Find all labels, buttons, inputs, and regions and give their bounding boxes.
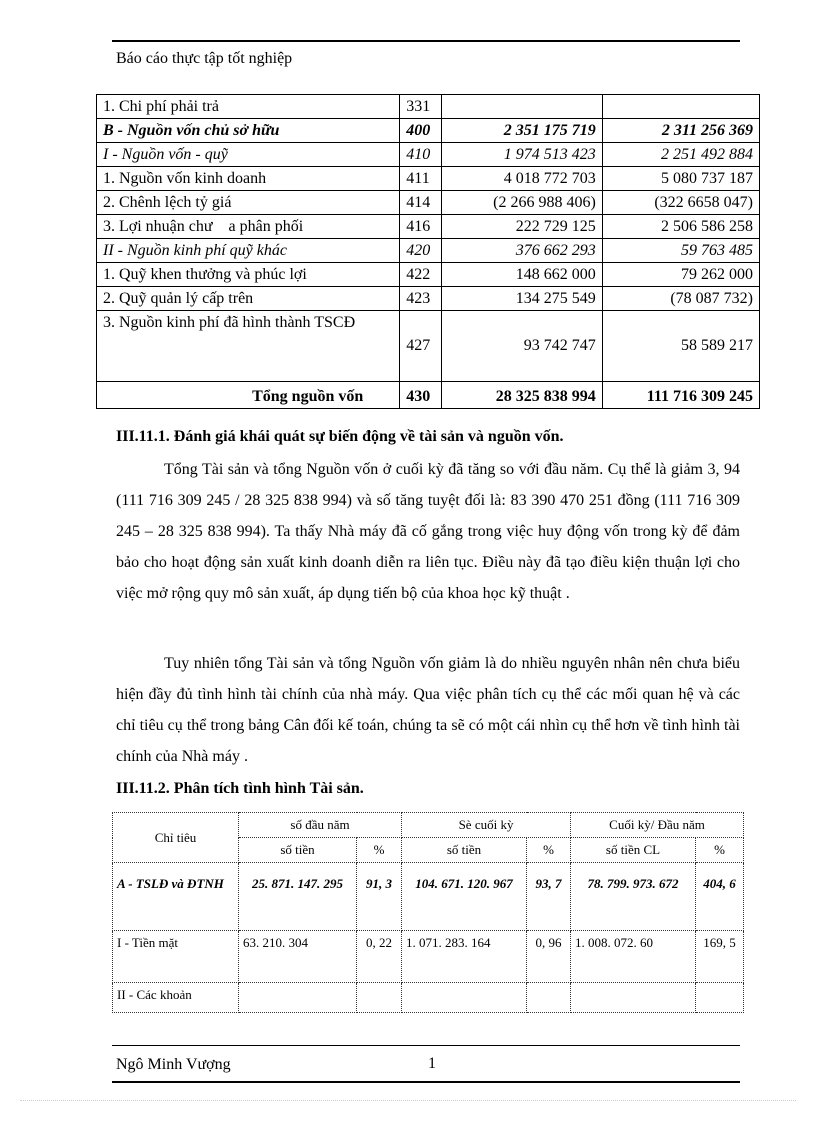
- row-end-pct: 93, 7: [527, 863, 571, 931]
- row-end-value: 58 589 217: [602, 311, 759, 382]
- header-ratio: Cuối kỳ/ Đầu năm: [571, 813, 744, 838]
- row-label: 2. Chênh lệch tỷ giá: [97, 191, 400, 215]
- row-end-amount: 104. 671. 120. 967: [402, 863, 527, 931]
- subheader-pct: %: [527, 838, 571, 863]
- row-start-amount: 63. 210. 304: [239, 931, 357, 983]
- row-end-value: 2 251 492 884: [602, 143, 759, 167]
- row-label: II - Các khoản: [113, 983, 239, 1013]
- row-label: II - Nguồn kinh phí quỹ khác: [97, 239, 400, 263]
- row-start-value: 148 662 000: [441, 263, 602, 287]
- table-row: [113, 863, 744, 931]
- table-row: [113, 983, 744, 1013]
- row-end-amount: 1. 071. 283. 164: [402, 931, 527, 983]
- table-row: [97, 143, 760, 167]
- table-row: [97, 119, 760, 143]
- row-diff-pct: 169, 5: [696, 931, 744, 983]
- row-diff-pct: 404, 6: [696, 863, 744, 931]
- section-heading: III.11.1. Đánh giá khái quát sự biến động về tài sản và nguồn vốn.: [116, 428, 564, 445]
- row-end-value: 2 311 256 369: [602, 119, 759, 143]
- row-start-pct: [357, 983, 402, 1013]
- section-heading: III.11.2. Phân tích tình hình Tài sản.: [116, 780, 364, 797]
- row-diff-pct: [696, 983, 744, 1013]
- subheader-pct: %: [357, 838, 402, 863]
- row-label: 1. Quỹ khen thưởng và phúc lợi: [97, 263, 400, 287]
- row-label: 3. Nguồn kinh phí đã hình thành TSCĐ: [97, 311, 400, 382]
- header-title: Báo cáo thực tập tốt nghiệp: [116, 50, 293, 67]
- row-start-value: (2 266 988 406): [441, 191, 602, 215]
- table-row: [97, 263, 760, 287]
- subheader-diff: số tiền CL: [571, 838, 696, 863]
- row-code: 331: [400, 95, 441, 119]
- row-code: 423: [400, 287, 441, 311]
- table-row: [97, 287, 760, 311]
- row-code: 430: [400, 382, 441, 409]
- subheader-amount: số tiền: [402, 838, 527, 863]
- row-label: 2. Quỹ quản lý cấp trên: [97, 287, 400, 311]
- header-rule: [112, 40, 740, 42]
- row-code: 427: [400, 311, 441, 382]
- row-code: 411: [400, 167, 441, 191]
- row-end-value: (78 087 732): [602, 287, 759, 311]
- subheader-pct: %: [696, 838, 744, 863]
- row-start-value: 134 275 549: [441, 287, 602, 311]
- row-diff-amount: 78. 799. 973. 672: [571, 863, 696, 931]
- capital-table: [96, 94, 760, 409]
- row-start-value: 222 729 125: [441, 215, 602, 239]
- row-start-value: 1 974 513 423: [441, 143, 602, 167]
- row-code: 422: [400, 263, 441, 287]
- row-code: 420: [400, 239, 441, 263]
- row-end-pct: [527, 983, 571, 1013]
- footer-author: Ngô Minh Vượng: [116, 1056, 231, 1073]
- row-code: 400: [400, 119, 441, 143]
- total-label: Tổng nguồn vốn: [252, 388, 364, 405]
- row-start-value: 4 018 772 703: [441, 167, 602, 191]
- row-label: [97, 382, 400, 409]
- table-row: [97, 191, 760, 215]
- row-label: A - TSLĐ và ĐTNH: [113, 863, 239, 931]
- row-label: 3. Lợi nhuận chư a phân phối: [97, 215, 400, 239]
- row-start-pct: 91, 3: [357, 863, 402, 931]
- page-edge-divider: [20, 1100, 796, 1101]
- row-end-value: [602, 95, 759, 119]
- row-start-value: 93 742 747: [441, 311, 602, 382]
- row-diff-amount: 1. 008. 072. 60: [571, 931, 696, 983]
- header-indicator: Chỉ tiêu: [113, 813, 239, 863]
- row-label: I - Tiền mặt: [113, 931, 239, 983]
- row-label: B - Nguồn vốn chủ sở hữu: [97, 119, 400, 143]
- row-end-amount: [402, 983, 527, 1013]
- table-header-row: [113, 813, 744, 838]
- row-end-value: 79 262 000: [602, 263, 759, 287]
- row-end-value: (322 6658 047): [602, 191, 759, 215]
- footer-rule-thin: [112, 1045, 740, 1046]
- row-code: 416: [400, 215, 441, 239]
- table-row: [97, 311, 760, 382]
- subheader-amount: số tiền: [239, 838, 357, 863]
- header-start: số đầu năm: [239, 813, 402, 838]
- header-end: Sè cuối kỳ: [402, 813, 571, 838]
- paragraph: [116, 648, 740, 772]
- row-label: 1. Chi phí phải trả: [97, 95, 400, 119]
- footer-rule: [112, 1081, 740, 1083]
- paragraph-text: Tuy nhiên tổng Tài sản và tổng Nguồn vốn giảm là do nhiều nguyên nhân nên chưa biểu hiện đầy đủ tình hình tài chính của nhà máy. Qua việc phân tích cụ thể các mối quan hệ và các chỉ tiêu cụ thể trong bảng Cân đối kế toán, chúng ta sẽ có một cái nhìn cụ thể hơn về tình hình tài chính của Nhà máy .: [116, 655, 740, 765]
- row-start-value: 2 351 175 719: [441, 119, 602, 143]
- paragraph: [116, 454, 740, 609]
- table-row: [97, 167, 760, 191]
- row-end-value: 111 716 309 245: [602, 382, 759, 409]
- row-label: I - Nguồn vốn - quỹ: [97, 143, 400, 167]
- row-start-value: 28 325 838 994: [441, 382, 602, 409]
- row-start-value: 376 662 293: [441, 239, 602, 263]
- row-code: 414: [400, 191, 441, 215]
- row-end-pct: 0, 96: [527, 931, 571, 983]
- table-row: [97, 239, 760, 263]
- paragraph-text: Tổng Tài sản và tổng Nguồn vốn ở cuối kỳ đã tăng so với đầu năm. Cụ thể là giảm 3, 94 (111 716 309 245 / 28 325 838 994) và số tăng tuyệt đối là: 83 390 470 251 đồng (111 716 309 245 – 28 325 838 994). Ta thấy Nhà máy đã cố gắng trong việc huy động vốn trong kỳ để đảm bảo cho hoạt động sản xuất kinh doanh diễn ra liên tục. Điều này đã tạo điều kiện thuận lợi cho việc mở rộng quy mô sản xuất, áp dụng tiến bộ của khoa học kỹ thuật .: [116, 461, 740, 602]
- row-start-value: [441, 95, 602, 119]
- row-label: 1. Nguồn vốn kinh doanh: [97, 167, 400, 191]
- table-row: [113, 931, 744, 983]
- asset-table: [112, 812, 744, 1013]
- row-end-value: 2 506 586 258: [602, 215, 759, 239]
- row-start-amount: 25. 871. 147. 295: [239, 863, 357, 931]
- table-row: [97, 95, 760, 119]
- row-end-value: 59 763 485: [602, 239, 759, 263]
- row-diff-amount: [571, 983, 696, 1013]
- row-code: 410: [400, 143, 441, 167]
- table-total-row: [97, 382, 760, 409]
- row-end-value: 5 080 737 187: [602, 167, 759, 191]
- page-number: 1: [428, 1055, 436, 1072]
- table-row: [97, 215, 760, 239]
- row-start-pct: 0, 22: [357, 931, 402, 983]
- row-start-amount: [239, 983, 357, 1013]
